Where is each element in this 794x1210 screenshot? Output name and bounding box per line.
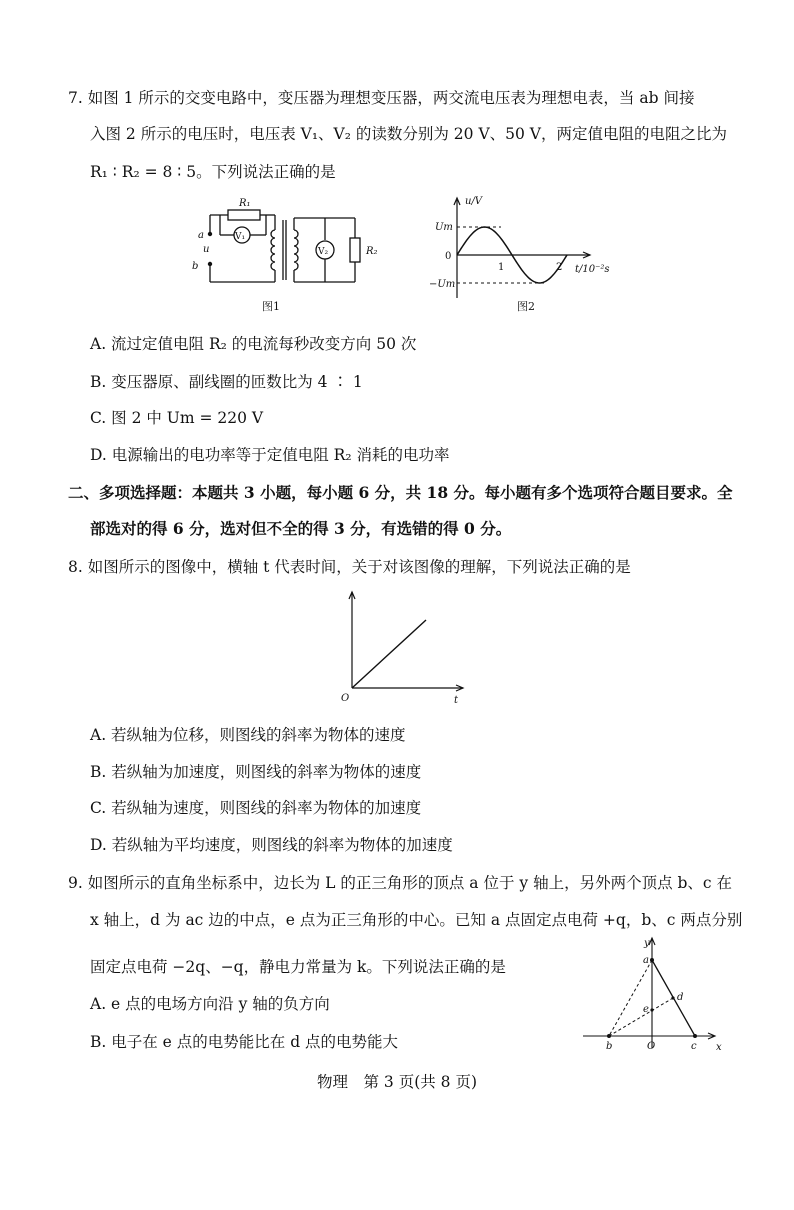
- q9-fig-label-c: c: [691, 1041, 697, 1052]
- fig1-label-u: u: [203, 244, 210, 255]
- q7-option-b: B. 变压器原、副线圈的匝数比为 4 ∶ 1: [90, 373, 363, 391]
- fig2-tick-zero: 0: [445, 251, 452, 262]
- q9-option-b: B. 电子在 e 点的电势能比在 d 点的电势能大: [90, 1033, 399, 1051]
- q8-graph-line: [352, 620, 426, 688]
- fig1-label-a: a: [198, 230, 204, 241]
- fig2-xlabel: t/10⁻²s: [575, 264, 610, 275]
- fig1-label-r2: R₂: [366, 246, 378, 257]
- q9-fig-label-e: e: [643, 1004, 649, 1015]
- q7-figure2-sine-graph: [425, 190, 625, 320]
- q8-linear-graph: [335, 588, 475, 708]
- section2-heading-line2: 部选对的得 6 分，选对但不全的得 3 分，有选错的得 0 分。: [90, 519, 512, 538]
- q9-fig-label-d: d: [677, 992, 684, 1003]
- fig1-label-v1: V₁: [235, 232, 246, 242]
- q7-stem-line3: R₁ ∶ R₂ = 8 ∶ 5。下列说法正确的是: [90, 163, 336, 181]
- q9-fig-label-b: b: [606, 1041, 613, 1052]
- q9-option-a: A. e 点的电场方向沿 y 轴的负方向: [90, 995, 330, 1013]
- q9-fig-label-y: y: [644, 938, 650, 949]
- section2-heading-line1: 二、多项选择题：本题共 3 小题，每小题 6 分，共 18 分。每小题有多个选项符合题目要求。全: [68, 483, 733, 502]
- q9-fig-label-x: x: [716, 1042, 722, 1053]
- q7-stem-line2: 入图 2 所示的电压时，电压表 V₁、V₂ 的读数分别为 20 V、50 V，两定值电阻的电阻之比为: [90, 125, 728, 143]
- fig1-label-r1: R₁: [239, 198, 251, 209]
- fig2-tick-neg-um: −Um: [429, 279, 456, 290]
- q7-stem-line1: 7. 如图 1 所示的交变电路中，变压器为理想变压器，两交流电压表为理想电表，当 ab 间接: [68, 89, 695, 107]
- fig1-label-b: b: [192, 261, 199, 272]
- q7-figure1-circuit: [190, 190, 390, 320]
- q9-fig-label-a: a: [643, 955, 649, 966]
- q8-option-a: A. 若纵轴为位移，则图线的斜率为物体的速度: [90, 726, 406, 744]
- q8-option-b: B. 若纵轴为加速度，则图线的斜率为物体的速度: [90, 763, 422, 781]
- q9-stem-line1: 9. 如图所示的直角坐标系中，边长为 L 的正三角形的顶点 a 位于 y 轴上，另外两个顶点 b、c 在: [68, 874, 733, 892]
- fig2-tick-1: 1: [498, 262, 505, 273]
- fig2-tick-um: Um: [435, 222, 453, 233]
- q9-stem-line2: x 轴上，d 为 ac 边的中点，e 点为正三角形的中心。已知 a 点固定点电荷 +q，b、c 两点分别: [90, 911, 743, 929]
- q9-fig-label-origin: O: [647, 1041, 656, 1052]
- q8-graph-origin: O: [341, 693, 350, 704]
- q7-option-c: C. 图 2 中 Um = 220 V: [90, 409, 264, 427]
- q9-triangle-figure: [575, 930, 735, 1055]
- q8-option-c: C. 若纵轴为速度，则图线的斜率为物体的加速度: [90, 799, 422, 817]
- fig2-tick-2: 2: [556, 262, 563, 273]
- fig2-caption: 图2: [517, 300, 535, 313]
- q9-stem-line3: 固定点电荷 −2q、−q，静电力常量为 k。下列说法正确的是: [90, 958, 506, 976]
- fig1-caption: 图1: [262, 300, 280, 313]
- fig2-ylabel: u/V: [465, 196, 483, 207]
- q8-stem: 8. 如图所示的图像中，横轴 t 代表时间，关于对该图像的理解，下列说法正确的是: [68, 558, 631, 576]
- q7-option-d: D. 电源输出的电功率等于定值电阻 R₂ 消耗的电功率: [90, 446, 450, 464]
- q8-option-d: D. 若纵轴为平均速度，则图线的斜率为物体的加速度: [90, 836, 453, 854]
- q7-option-a: A. 流过定值电阻 R₂ 的电流每秒改变方向 50 次: [90, 335, 417, 353]
- fig1-label-v2: V₂: [318, 247, 329, 257]
- q8-graph-xlabel: t: [454, 695, 459, 706]
- page-footer: 物理 第 3 页(共 8 页): [316, 1073, 478, 1091]
